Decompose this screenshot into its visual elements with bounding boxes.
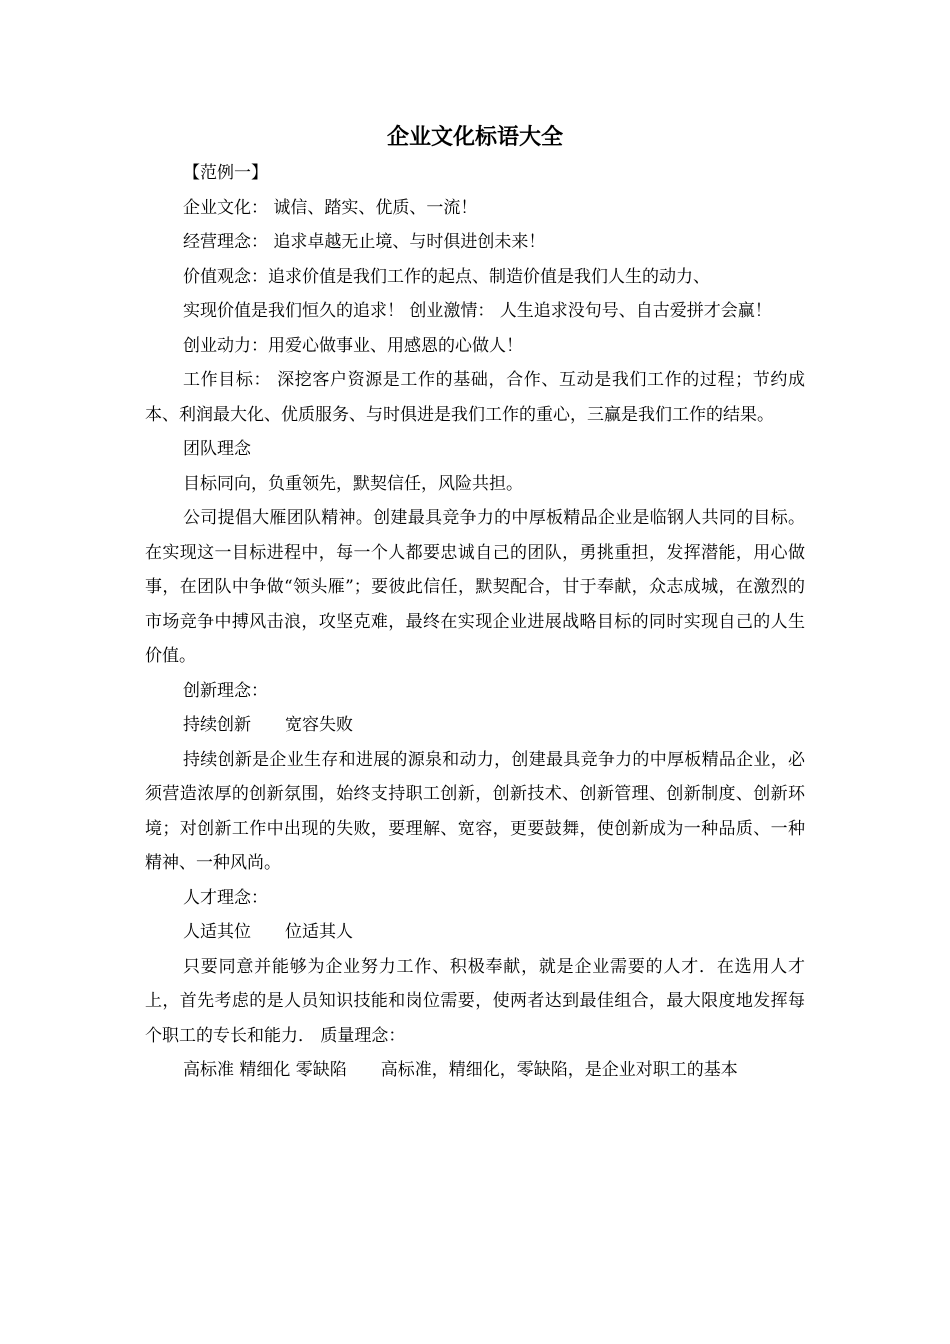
paragraph-entrepreneurial-passion: 实现价值是我们恒久的追求！ 创业激情： 人生追求没句号、自古爱拼才会赢！ <box>183 301 772 321</box>
paragraph-talent-motto: 人适其位 位适其人 <box>183 922 353 942</box>
paragraph-quality-philosophy: 高标准 精细化 零缺陷 高标准，精细化，零缺陷，是企业对职工的基本 <box>183 1060 738 1080</box>
paragraph-work-goals: 工作目标： 深挖客户资源是工作的基础，合作、互动是我们工作的过程；节约成本、利润最大化、优质服务、与时俱进是我们工作的重心，三赢是我们工作的结果。 <box>145 370 805 425</box>
paragraph-innovation-detail: 持续创新是企业生存和进展的源泉和动力，创建最具竞争力的中厚板精品企业，必须营造浓厚的创新氛围，始终支持职工创新，创新技术、创新管理、创新制度、创新环境；对创新工作中出现的失败，要理解、宽容，更要鼓舞，使创新成为一种品质、一种精神、一种风尚。 <box>145 749 805 873</box>
heading-talent-philosophy: 人才理念： <box>183 887 268 908</box>
paragraph-entrepreneurial-motivation: 创业动力：用爱心做事业、用感恩的心做人！ <box>183 335 523 356</box>
document-title: 企业文化标语大全 <box>386 124 563 150</box>
paragraph-innovation-motto: 持续创新 宽容失败 <box>183 715 353 735</box>
paragraph-example-label: 【范例一】 <box>183 163 268 183</box>
paragraph-corporate-culture: 企业文化： 诚信、踏实、优质、一流！ <box>183 197 478 218</box>
heading-team-philosophy: 团队理念 <box>183 439 251 459</box>
heading-innovation-philosophy: 创新理念： <box>183 680 268 701</box>
document-body <box>145 156 805 1088</box>
paragraph-business-philosophy: 经营理念： 追求卓越无止境、与时俱进创未来！ <box>183 232 546 252</box>
paragraph-talent-detail: 只要同意并能够为企业努力工作、积极奉献，就是企业需要的人才．在选用人才上，首先考虑的是人员知识技能和岗位需要，使两者达到最佳组合，最大限度地发挥每个职工的专长和能力． 质量理念： <box>145 956 805 1046</box>
paragraph-team-spirit: 公司提倡大雁团队精神。创建最具竞争力的中厚板精品企业是临钢人共同的目标。在实现这一目标进程中，每一个人都要忠诚自己的团队，勇挑重担，发挥潜能，用心做事，在团队中争做“领头雁”；要彼此信任，默契配合，甘于奉献，众志成城，在激烈的市场竞争中搏风击浪，攻坚克难，最终在实现企业进展战略目标的同时实现自己的人生价值。 <box>145 508 805 666</box>
paragraph-team-motto: 目标同向，负重领先，默契信任，风险共担。 <box>183 473 523 494</box>
paragraph-values: 价值观念：追求价值是我们工作的起点、制造价值是我们人生的动力、 <box>183 266 710 287</box>
